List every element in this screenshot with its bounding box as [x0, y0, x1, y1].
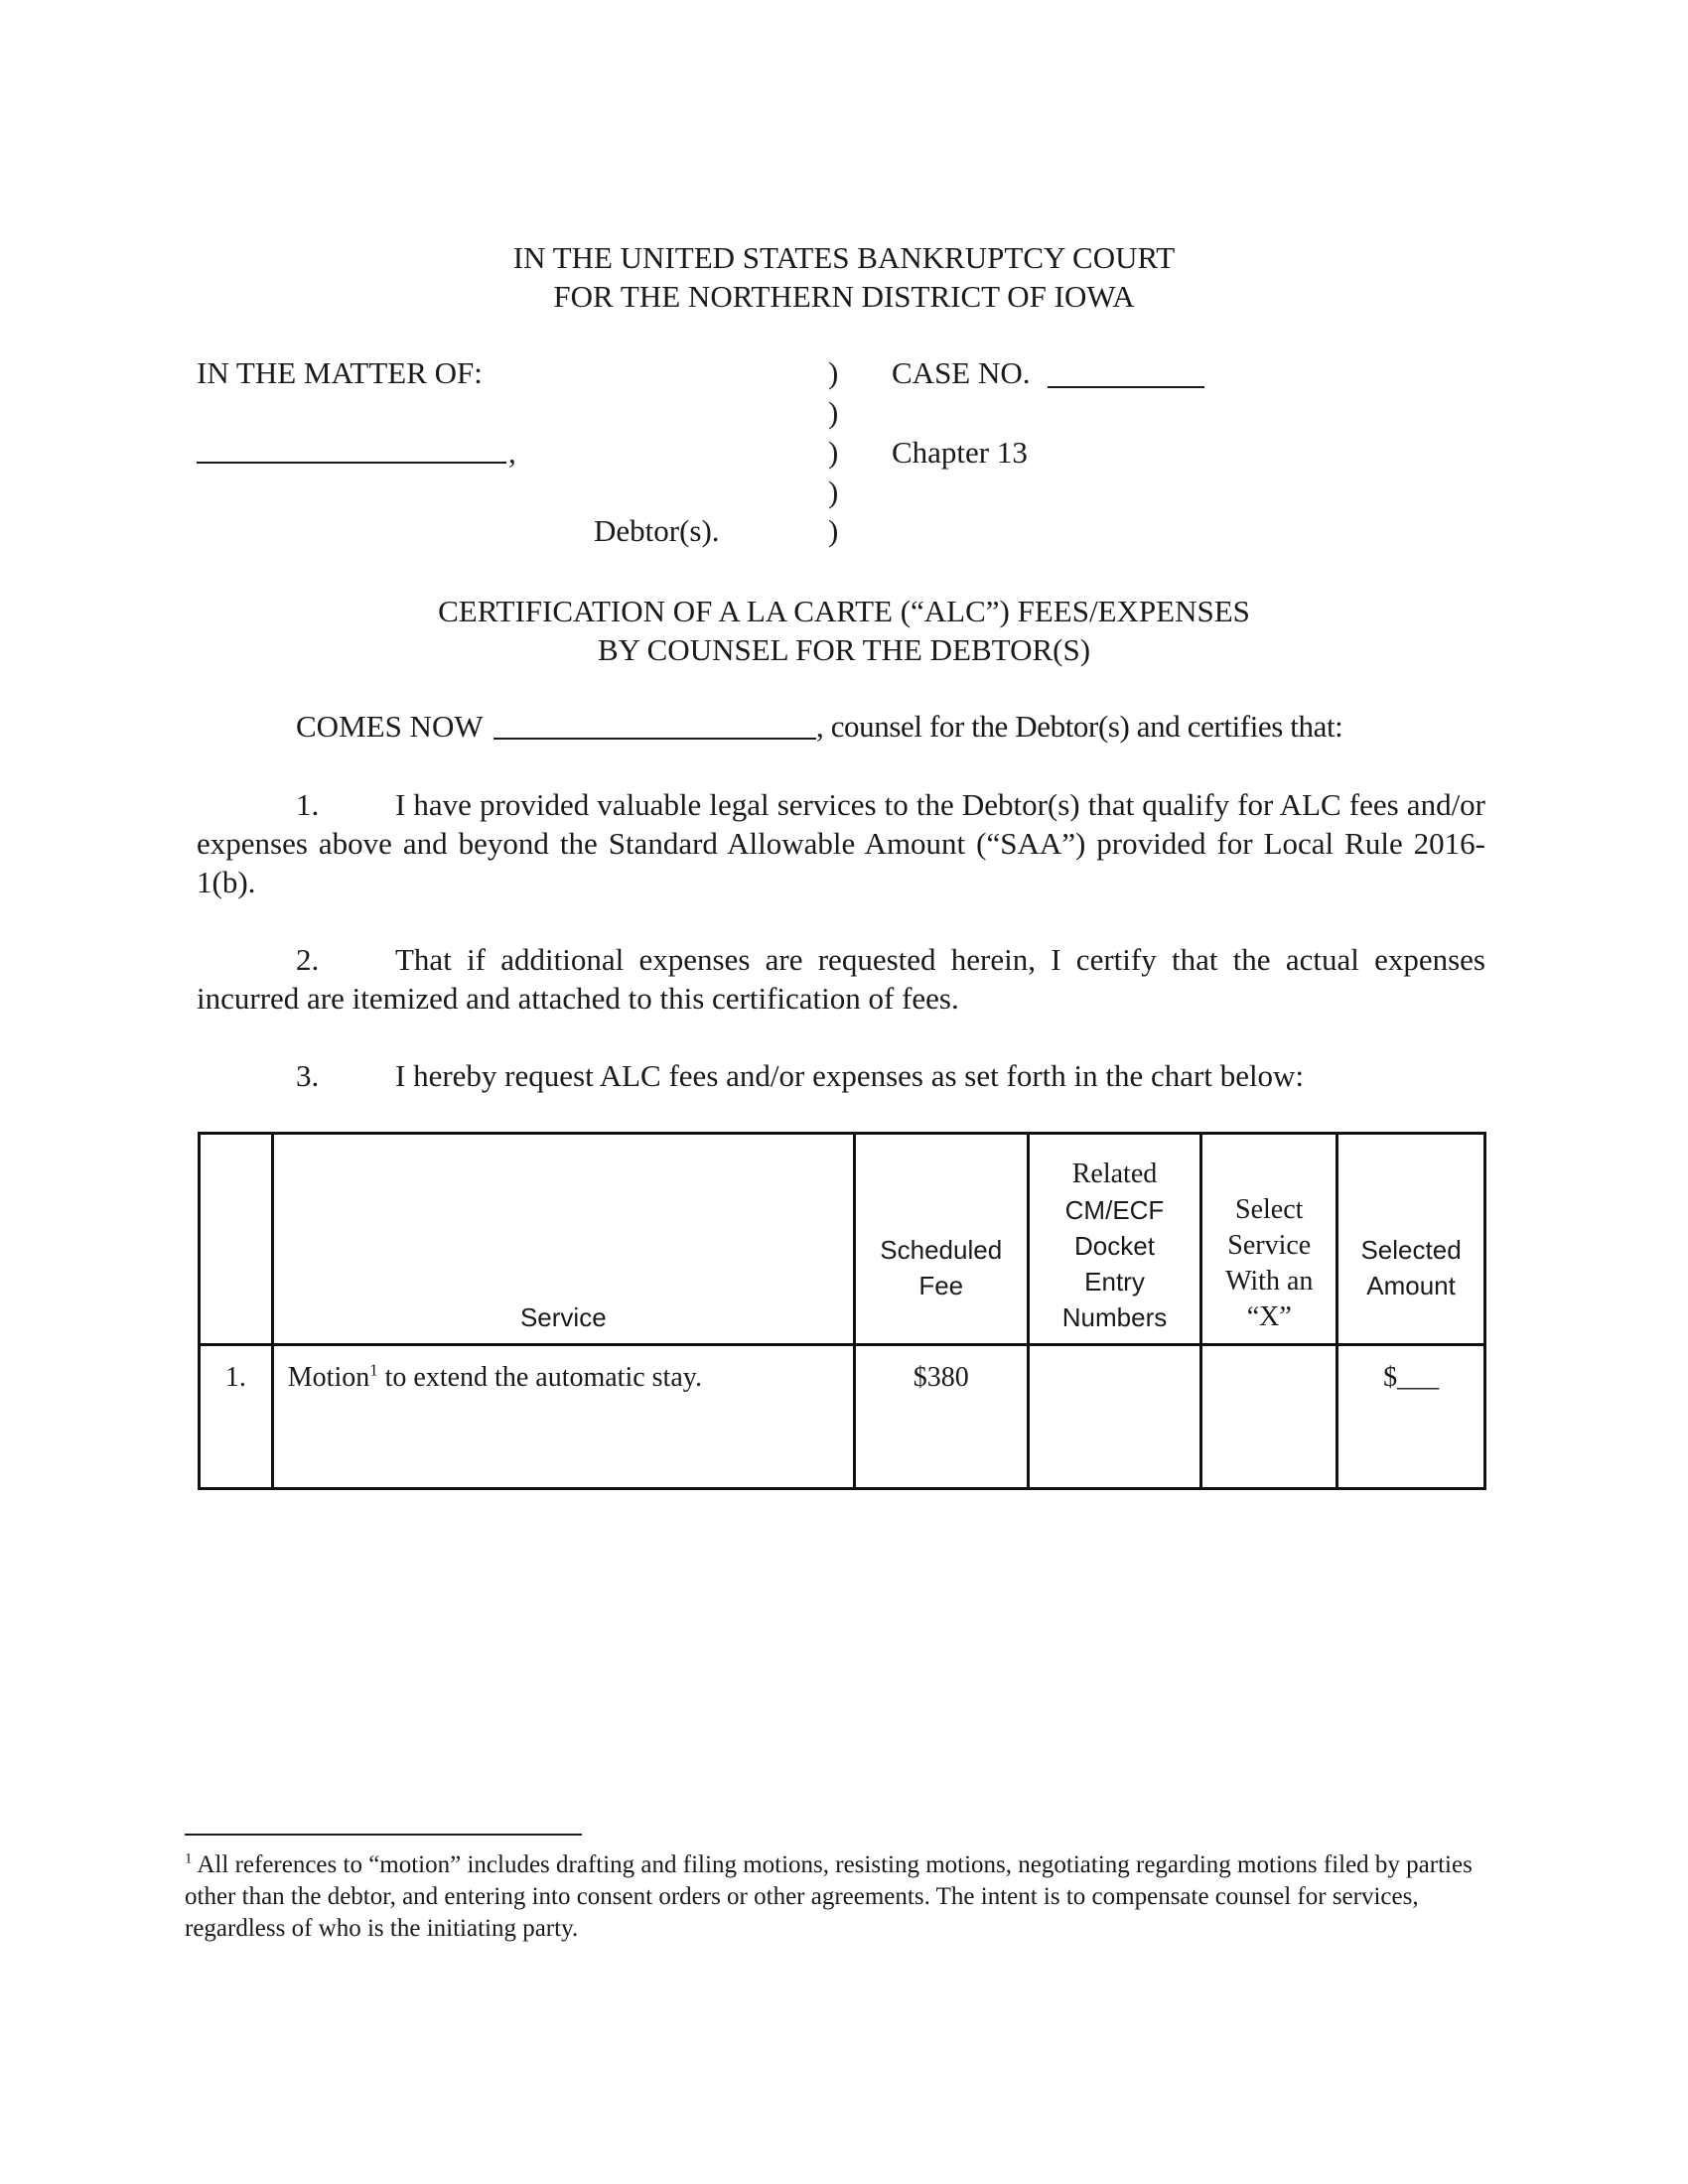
- in-the-matter-label: IN THE MATTER OF:: [197, 355, 483, 390]
- row-service-text: to extend the automatic stay.: [377, 1362, 702, 1393]
- debtor-name-blank[interactable]: [197, 462, 506, 464]
- header-selected-amount: [1337, 1134, 1485, 1345]
- case-no-blank[interactable]: [1048, 386, 1204, 388]
- comes-now-suffix: , counsel for the Debtor(s) and certifies that:: [816, 709, 1343, 744]
- paragraph-2-number: 2.: [296, 942, 320, 977]
- document-title: [0, 592, 1688, 669]
- footnote: [185, 1849, 1505, 1945]
- row-select-x[interactable]: [1201, 1345, 1337, 1489]
- row-service: [272, 1345, 854, 1489]
- header-select-line: “X”: [1246, 1301, 1292, 1332]
- paragraph-1-number: 1.: [296, 787, 320, 822]
- paragraph-1-text: I have provided valuable legal services to the Debtor(s) that qualify for ALC fees and/or expenses above and beyond the Standard Allowable Amount (“SAA”) provided for Local Rule 2016-1(b).: [197, 787, 1485, 899]
- caption-paren: ): [828, 475, 839, 509]
- header-number-cell: [200, 1134, 273, 1345]
- header-select-line: With an: [1225, 1266, 1314, 1297]
- header-docket-line: Related: [1071, 1159, 1158, 1189]
- table-row: [200, 1345, 1485, 1489]
- caption-paren: ): [828, 435, 839, 470]
- case-no-label: CASE NO.: [892, 355, 1031, 390]
- footnote-marker: 1: [369, 1360, 378, 1380]
- row-docket-entry[interactable]: [1028, 1345, 1201, 1489]
- row-selected-amount[interactable]: $___: [1337, 1345, 1485, 1489]
- row-service-text: Motion: [287, 1362, 370, 1393]
- paragraph-3: [197, 1056, 1485, 1095]
- footnote-marker: 1: [185, 1850, 193, 1867]
- row-number: 1.: [200, 1345, 273, 1489]
- header-select-line: Service: [1227, 1230, 1312, 1261]
- court-district: FOR THE NORTHERN DISTRICT OF IOWA: [553, 279, 1135, 314]
- row-fee: $380: [854, 1345, 1028, 1489]
- header-scheduled-fee-line: Fee: [918, 1271, 964, 1300]
- paragraph-3-text: I hereby request ALC fees and/or expenses as set forth in the chart below:: [395, 1058, 1305, 1093]
- comes-now-prefix: COMES NOW: [296, 709, 484, 744]
- header-selected-line: Amount: [1366, 1271, 1456, 1300]
- header-docket-line: Numbers: [1061, 1302, 1168, 1332]
- caption-paren: ): [828, 395, 839, 430]
- court-header: [0, 238, 1688, 316]
- header-docket-line: Docket: [1074, 1231, 1155, 1261]
- header-docket-line: CM/ECF: [1064, 1195, 1165, 1225]
- court-name: IN THE UNITED STATES BANKRUPTCY COURT: [512, 240, 1176, 275]
- chapter-label: Chapter 13: [892, 435, 1028, 470]
- table-header-row: [200, 1134, 1485, 1345]
- footnote-text: All references to “motion” includes drafting and filing motions, resisting motions, negotiating regarding motions filed by parties other than the debtor, and entering into consent orders or other agreements. The intent is to compensate counsel for services, regardless of who is the initiating party.: [185, 1851, 1473, 1942]
- caption-comma: ,: [508, 435, 516, 470]
- caption-paren: ): [828, 355, 839, 390]
- caption-paren: ): [828, 513, 839, 548]
- paragraph-2: [197, 940, 1485, 1018]
- header-service-label: Service: [519, 1302, 607, 1332]
- header-service: [272, 1134, 854, 1345]
- debtors-label: Debtor(s).: [594, 513, 720, 548]
- header-select-service: [1201, 1134, 1337, 1345]
- title-line-1: CERTIFICATION OF A LA CARTE (“ALC”) FEES/EXPENSES: [438, 594, 1250, 628]
- footnote-divider: [185, 1834, 582, 1836]
- header-selected-line: Selected: [1360, 1235, 1462, 1265]
- paragraph-1: [197, 785, 1485, 901]
- paragraph-2-text: That if additional expenses are requested herein, I certify that the actual expenses incurred are itemized and attached to this certification of fees.: [197, 942, 1485, 1016]
- header-docket-line: Entry: [1084, 1267, 1145, 1297]
- paragraph-3-number: 3.: [296, 1058, 320, 1093]
- alc-fee-table: [198, 1132, 1486, 1490]
- header-docket-numbers: [1028, 1134, 1201, 1345]
- header-select-line: Select: [1235, 1194, 1304, 1225]
- header-scheduled-fee: [854, 1134, 1028, 1345]
- header-scheduled-fee-line: Scheduled: [880, 1235, 1003, 1265]
- title-line-2: BY COUNSEL FOR THE DEBTOR(S): [597, 632, 1091, 667]
- counsel-name-blank[interactable]: [493, 738, 816, 740]
